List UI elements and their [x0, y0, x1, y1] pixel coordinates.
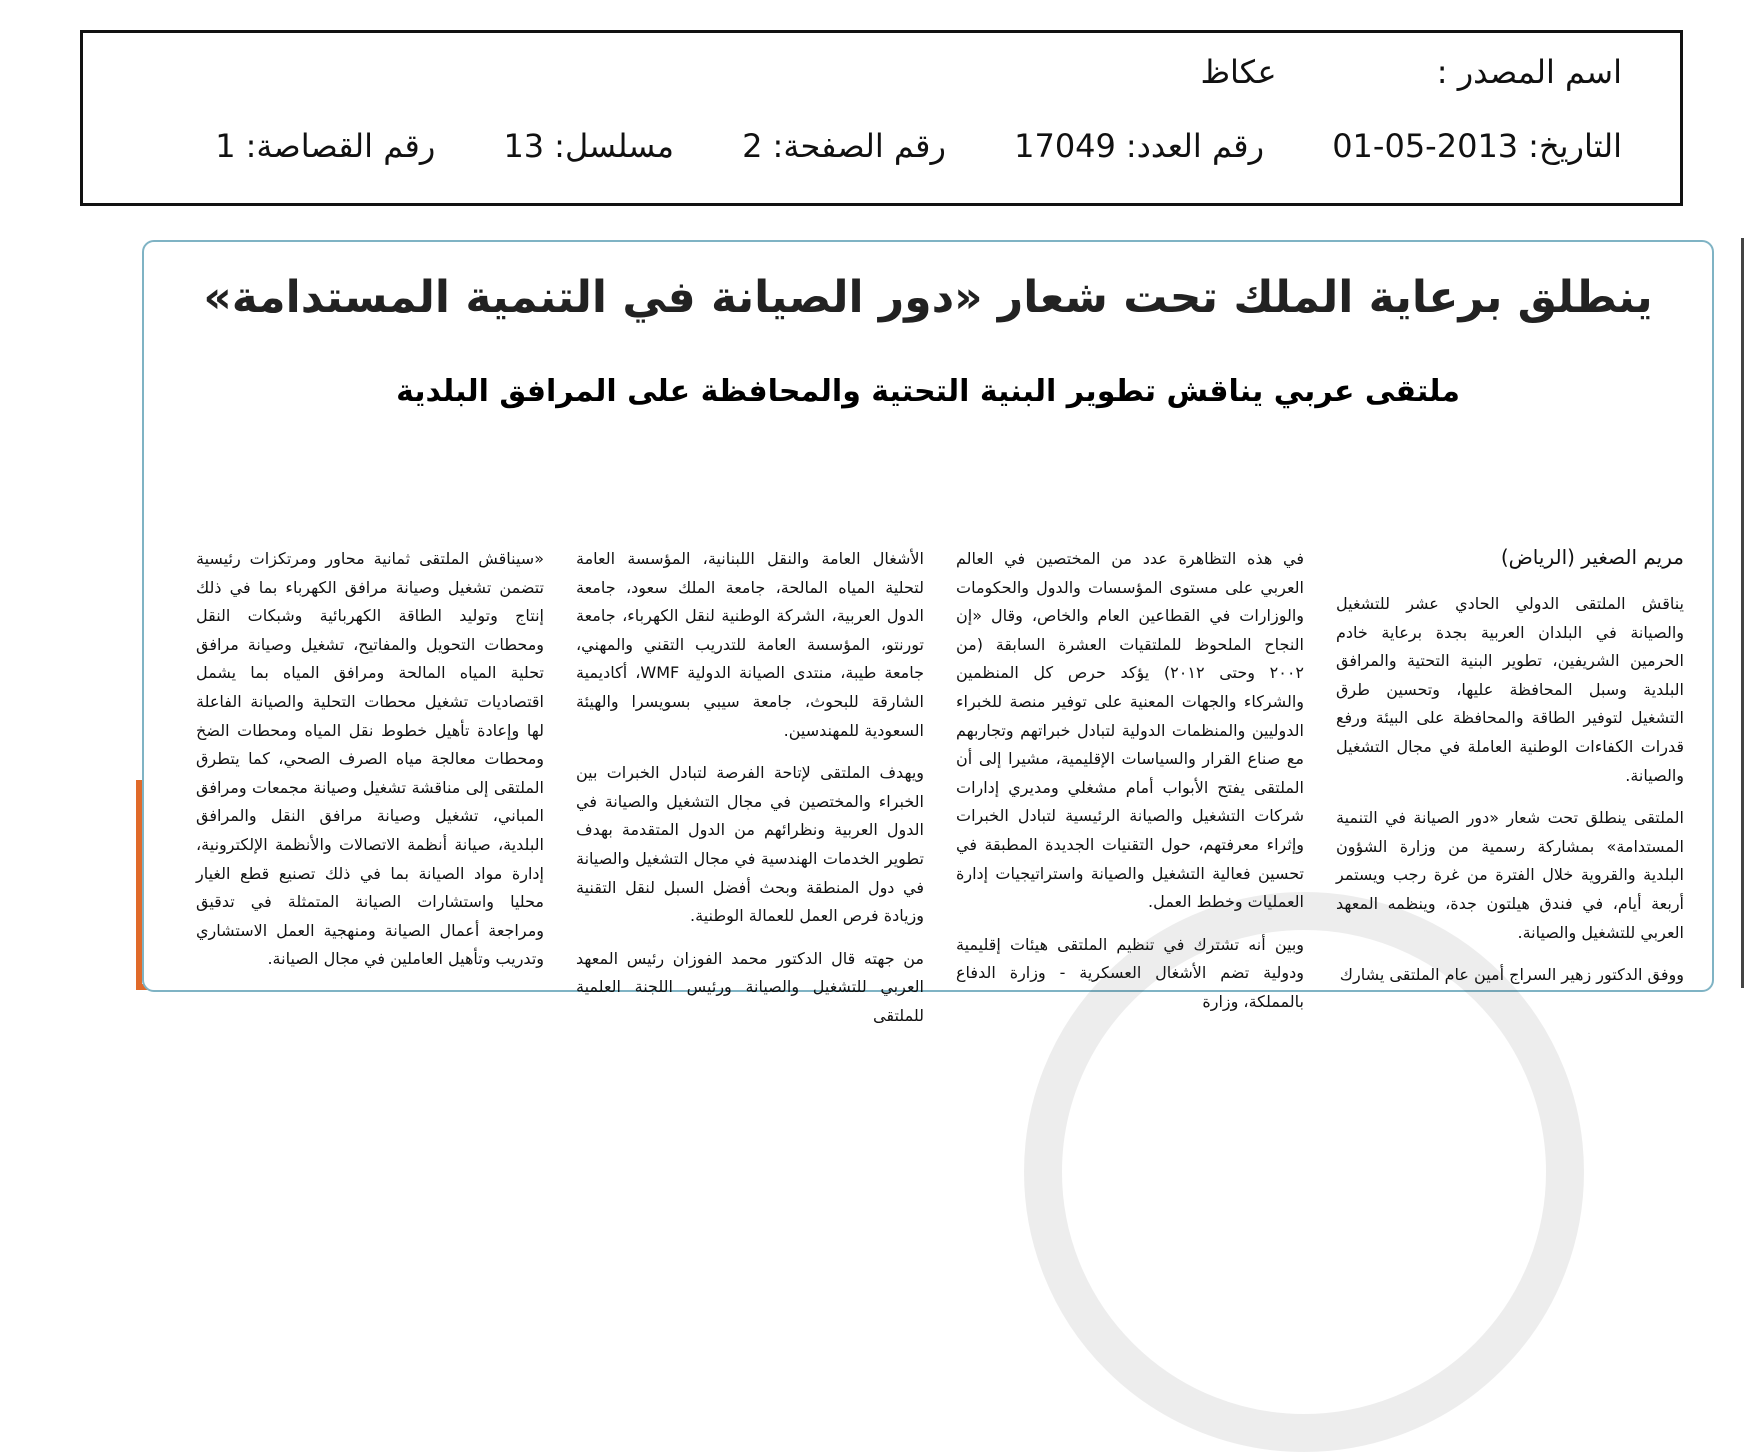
source-row: [1200, 53, 1622, 91]
article-column-2: [956, 545, 1305, 1011]
clip-number-value: 1: [215, 127, 236, 165]
article-kicker: ينطلق برعاية الملك تحت شعار «دور الصيانة في التنمية المستدامة»: [203, 272, 1653, 323]
newspaper-clipping: [142, 240, 1714, 1025]
page-value: 2: [742, 127, 763, 165]
date-field: [1332, 127, 1622, 165]
paragraph: وبين أنه تشترك في تنظيم الملتقى هيئات إقليمية ودولية تضم الأشغال العسكرية - وزارة الدفاع بالمملكة، وزارة: [956, 934, 1304, 1011]
paragraph: ووفق الدكتور زهير السراج أمين عام الملتقى يشارك: [1339, 965, 1684, 985]
article-byline: مريم الصغير (الرياض): [1500, 545, 1684, 569]
page-field: [742, 127, 946, 165]
source-label: اسم المصدر :: [1436, 53, 1622, 91]
paragraph: الملتقى ينطلق تحت شعار «دور الصيانة في التنمية المستدامة» بمشاركة رسمية من وزارة الشؤون البلدية والقروية خلال الفترة من غرة رجب ويستمر أربعة أيام، في فندق هيلتون جدة، وينظمه المعهد العربي للتشغيل والصيانة.: [1336, 808, 1684, 942]
page-label: رقم الصفحة:: [772, 127, 946, 165]
details-row: [215, 127, 1622, 165]
paragraph: من جهته قال الدكتور محمد الفوزان رئيس المعهد العربي للتشغيل والصيانة ورئيس اللجنة العلمية للملتقى: [576, 948, 924, 1025]
scan-edge-line: [1741, 238, 1744, 988]
clip-number-field: [215, 127, 435, 165]
article-column-4: [196, 545, 544, 975]
article-column-3: [576, 545, 925, 1025]
date-value: 2013-05-01: [1332, 127, 1519, 165]
paragraph: يناقش الملتقى الدولي الحادي عشر للتشغيل والصيانة في البلدان العربية بجدة برعاية خادم الحرمين الشريفين، تطوير البنية التحتية والمرافق البلدية وسبل المحافظة عليها، وتحسين طرق التشغيل لتوفير الطاقة والمحافظة على البيئة ورفع قدرات الكفاءات الوطنية العاملة في مجال التشغيل والصيانة.: [1336, 594, 1684, 785]
date-label: التاريخ:: [1528, 127, 1622, 165]
issue-label: رقم العدد:: [1125, 127, 1265, 165]
paragraph: في هذه التظاهرة عدد من المختصين في العالم العربي على مستوى المؤسسات والدول والحكومات والوزارات في القطاعين العام والخاص، وقال «إن النجاح الملحوظ للملتقيات العشرة السابقة (من ٢٠٠٢ وحتى ٢٠١٢) يؤكد حرص كل المنظمين والشركاء والجهات المعنية على توفير منصة للخبراء الدوليين والمنظمات الدولية لتبادل خبراتهم وتجاربهم مع صناع القرار والسياسات الإقليمية، مشيرا إلى أن الملتقى يفتح الأبواب أمام مشغلي ومديري إدارات شركات التشغيل والصيانة الرئيسية لتبادل الخبرات وإثراء معرفتهم، حول التقنيات الجديدة المطبقة في تحسين فعالية التشغيل والصيانة واستراتيجيات إدارة العمليات وخطط العمل.: [956, 549, 1305, 912]
issue-field: [1014, 127, 1264, 165]
source-value: عكاظ: [1200, 53, 1277, 91]
article-headline: ملتقى عربي يناقش تطوير البنية التحتية والمحافظة على المرافق البلدية: [396, 374, 1460, 409]
serial-value: 13: [503, 127, 545, 165]
clipping-metadata-box: [80, 30, 1683, 206]
paragraph: الأشغال العامة والنقل اللبنانية، المؤسسة العامة لتحلية المياه المالحة، جامعة الملك سعود، جامعة الدول العربية، الشركة الوطنية لنقل الكهرباء، جامعة تورنتو، المؤسسة العامة للتدريب التقني والمهني، جامعة طيبة، منتدى الصيانة الدولية WMF، أكاديمية الشارقة للبحوث، جامعة سيبي بسويسرا والهيئة السعودية للمهندسين.: [576, 549, 925, 740]
paragraph: «سيناقش الملتقى ثمانية محاور ومرتكزات رئيسية تتضمن تشغيل وصيانة مرافق الكهرباء بما في ذلك إنتاج وتوليد الطاقة الكهربائية وشبكات النقل ومحطات التحويل والمفاتيح، تشغيل وصيانة مرافق تحلية المياه المالحة ومرافق المياه بما يشمل اقتصاديات تشغيل محطات التحلية والصيانة الفاعلة لها وإعادة تأهيل خطوط نقل المياه ومحطات الضخ ومحطات معالجة مياه الصرف الصحي، كما يتطرق الملتقى إلى مناقشة تشغيل وصيانة مجمعات ومرافق المباني، تشغيل وصيانة مرافق النقل والمرافق البلدية، صيانة أنظمة الاتصالات والأنظمة الإلكترونية، إدارة مواد الصيانة بما في ذلك تصنيع قطع الغيار محليا واستشارات الصيانة المتمثلة في تدقيق ومراجعة أعمال الصيانة ومنهجية العمل الاستشاري وتدريب وتأهيل العاملين في مجال الصيانة.: [196, 549, 544, 969]
issue-value: 17049: [1014, 127, 1116, 165]
serial-label: مسلسل:: [554, 127, 674, 165]
clip-number-label: رقم القصاصة:: [245, 127, 436, 165]
paragraph: ويهدف الملتقى لإتاحة الفرصة لتبادل الخبرات بين الخبراء والمختصين في مجال التشغيل والصيانة في الدول العربية ونظرائهم من الدول المتقدمة بهدف تطوير الخدمات الهندسية في مجال التشغيل والصيانة في دول المنطقة وبحث أفضل السبل لنقل التقنية وزيادة فرص العمل للعمالة الوطنية.: [576, 763, 924, 926]
article-column-1: [1336, 590, 1684, 985]
serial-field: [503, 127, 674, 165]
